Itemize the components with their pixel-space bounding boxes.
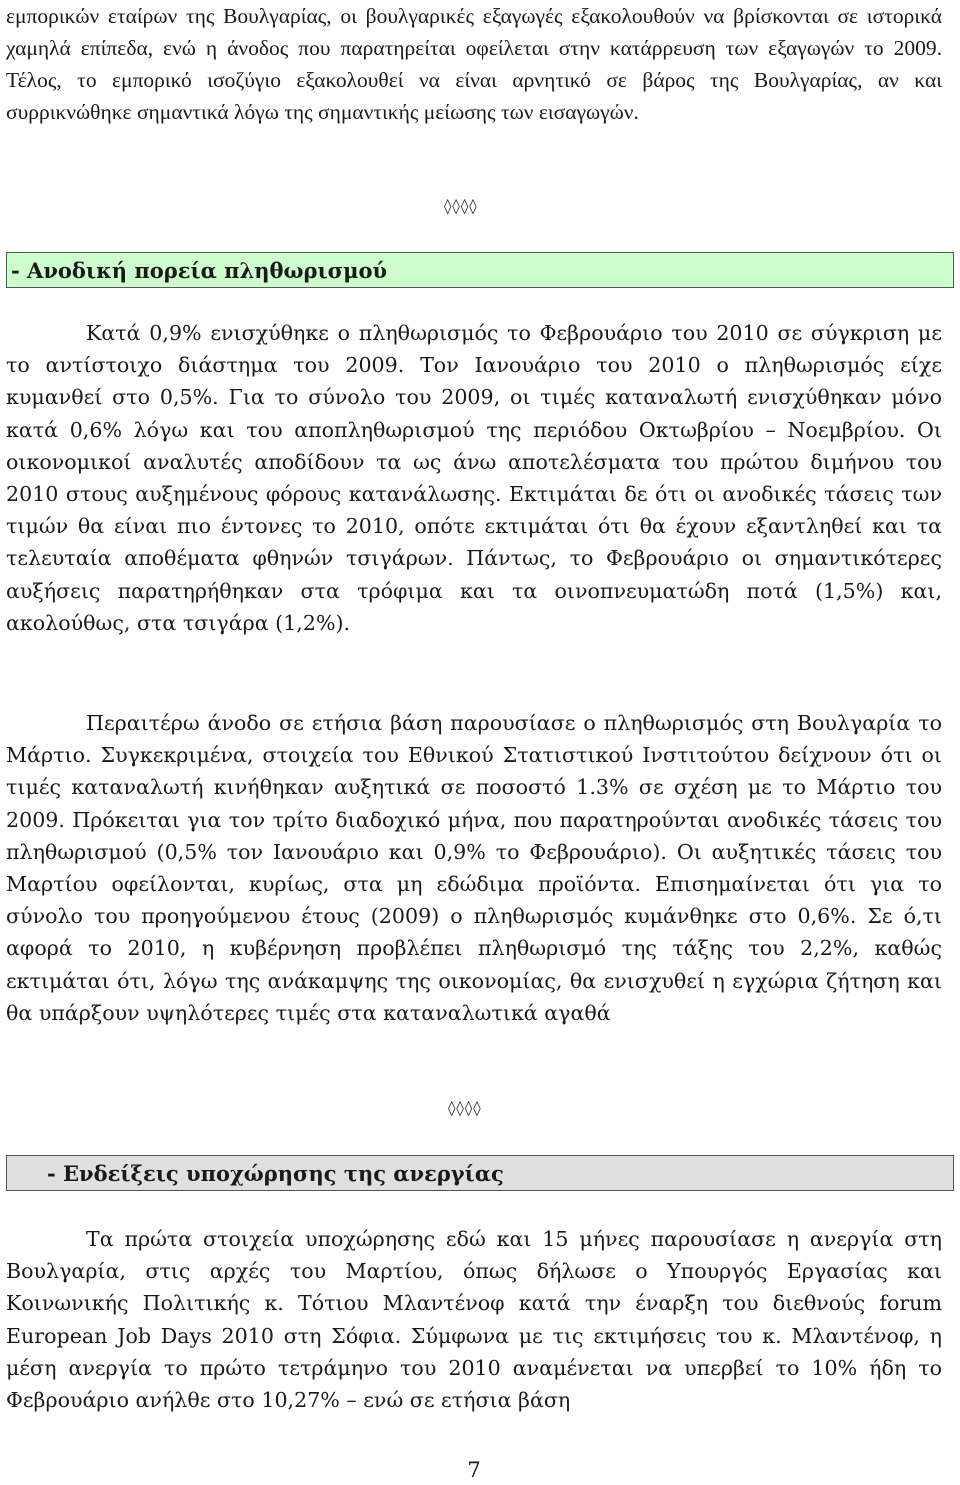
intro-paragraph: εμπορικών εταίρων της Βουλγαρίας, οι βουλγαρικές εξαγωγές εξακολουθούν να βρίσκονται σε ιστορικά χαμηλά επίπεδα, ενώ η άνοδος που παρατηρείται οφείλεται στην κατάρρευση των εξαγωγών το 2009. Τέλος, το εμπορικό ισοζύγιο εξακολουθεί να είναι αρνητικό σε βάρος της Βουλγαρίας, αν και συρρικνώθηκε σημαντικά λόγω της σημαντικής μείωσης των εισαγωγών. — [6, 4, 942, 124]
section-heading-unemployment: - Ενδείξεις υποχώρησης της ανεργίας — [6, 1155, 954, 1191]
page-number: 7 — [467, 1458, 481, 1482]
separator-diamonds-2: ◊◊◊◊ — [448, 1099, 482, 1117]
paragraph-unemployment: Τα πρώτα στοιχεία υποχώρησης εδώ και 15 μήνες παρουσίασε η ανεργία στη Βουλγαρία, στις αρχές του Μαρτίου, όπως δήλωσε ο Υπουργός Εργασίας και Κοινωνικής Πολιτικής κ. Τότιου Μλαντένοφ κατά την έναρξη του διεθνούς forum European Job Days 2010 στη Σόφια. Σύμφωνα με τις εκτιμήσεις του κ. Μλαντένοφ, η μέση ανεργία το πρώτο τετράμηνο του 2010 αναμένεται να υπερβεί το 10% ήδη το Φεβρουάριο ανήλθε στο 10,27% – ενώ σε ετήσια βάση — [6, 1227, 942, 1413]
paragraph-inflation-march: Περαιτέρω άνοδο σε ετήσια βάση παρουσίασε ο πληθωρισμός στη Βουλγαρία το Μάρτιο. Συγκεκριμένα, στοιχεία του Εθνικού Στατιστικού Ινστιτούτου δείχνουν ότι οι τιμές καταναλωτή κινήθηκαν αυξητικά σε ποσοστό 1.3% σε σχέση με το Μάρτιο του 2009. Πρόκειται για τον τρίτο διαδοχικό μήνα, που παρατηρούνται ανοδικές τάσεις του πληθωρισμού (0,5% τον Ιανουάριο και 0,9% το Φεβρουάριο). Οι αυξητικές τάσεις του Μαρτίου οφείλονται, κυρίως, στα μη εδώδιμα προϊόντα. Επισημαίνεται ότι για το σύνολο του προηγούμενου έτους (2009) ο πληθωρισμός κυμάνθηκε στο 0,6%. Σε ό,τι αφορά το 2010, η κυβέρνηση προβλέπει πληθωρισμό της τάξης του 2,2%, καθώς εκτιμάται ότι, λόγω της ανάκαμψης της οικονομίας, θα ενισχυθεί η εγχώρια ζήτηση και θα υπάρξουν υψηλότερες τιμές στα καταναλωτικά αγαθά — [6, 711, 942, 1025]
section-body-inflation — [6, 317, 942, 639]
separator-diamonds: ◊◊◊◊ — [444, 197, 478, 215]
section-heading-inflation: - Ανοδική πορεία πληθωρισμού — [6, 252, 954, 288]
paragraph-inflation-february: Κατά 0,9% ενισχύθηκε ο πληθωρισμός το Φεβρουάριο του 2010 σε σύγκριση με το αντίστοιχο διάστημα του 2009. Τον Ιανουάριο του 2010 ο πληθωρισμός είχε κυμανθεί στο 0,5%. Για το σύνολο του 2009, οι τιμές καταναλωτή ενισχύθηκαν μόνο κατά 0,6% λόγω και του αποπληθωρισμού της περιόδου Οκτωβρίου – Νοεμβρίου. Οι οικονομικοί αναλυτές αποδίδουν τα ως άνω αποτελέσματα του πρώτου διμήνου του 2010 στους αυξημένους φόρους κατανάλωσης. Εκτιμάται δε ότι οι ανοδικές τάσεις των τιμών θα είναι πιο έντονες το 2010, οπότε εκτιμάται ότι θα έχουν εξαντληθεί και τα τελευταία αποθέματα φθηνών τσιγάρων. Πάντως, το Φεβρουάριο οι σημαντικότερες αυξήσεις παρατηρήθηκαν στα τρόφιμα και τα οινοπνευματώδη ποτά (1,5%) και, ακολούθως, στα τσιγάρα (1,2%). — [6, 321, 942, 635]
section-body-unemployment — [6, 1223, 942, 1416]
section-body-inflation-march — [6, 707, 942, 1029]
